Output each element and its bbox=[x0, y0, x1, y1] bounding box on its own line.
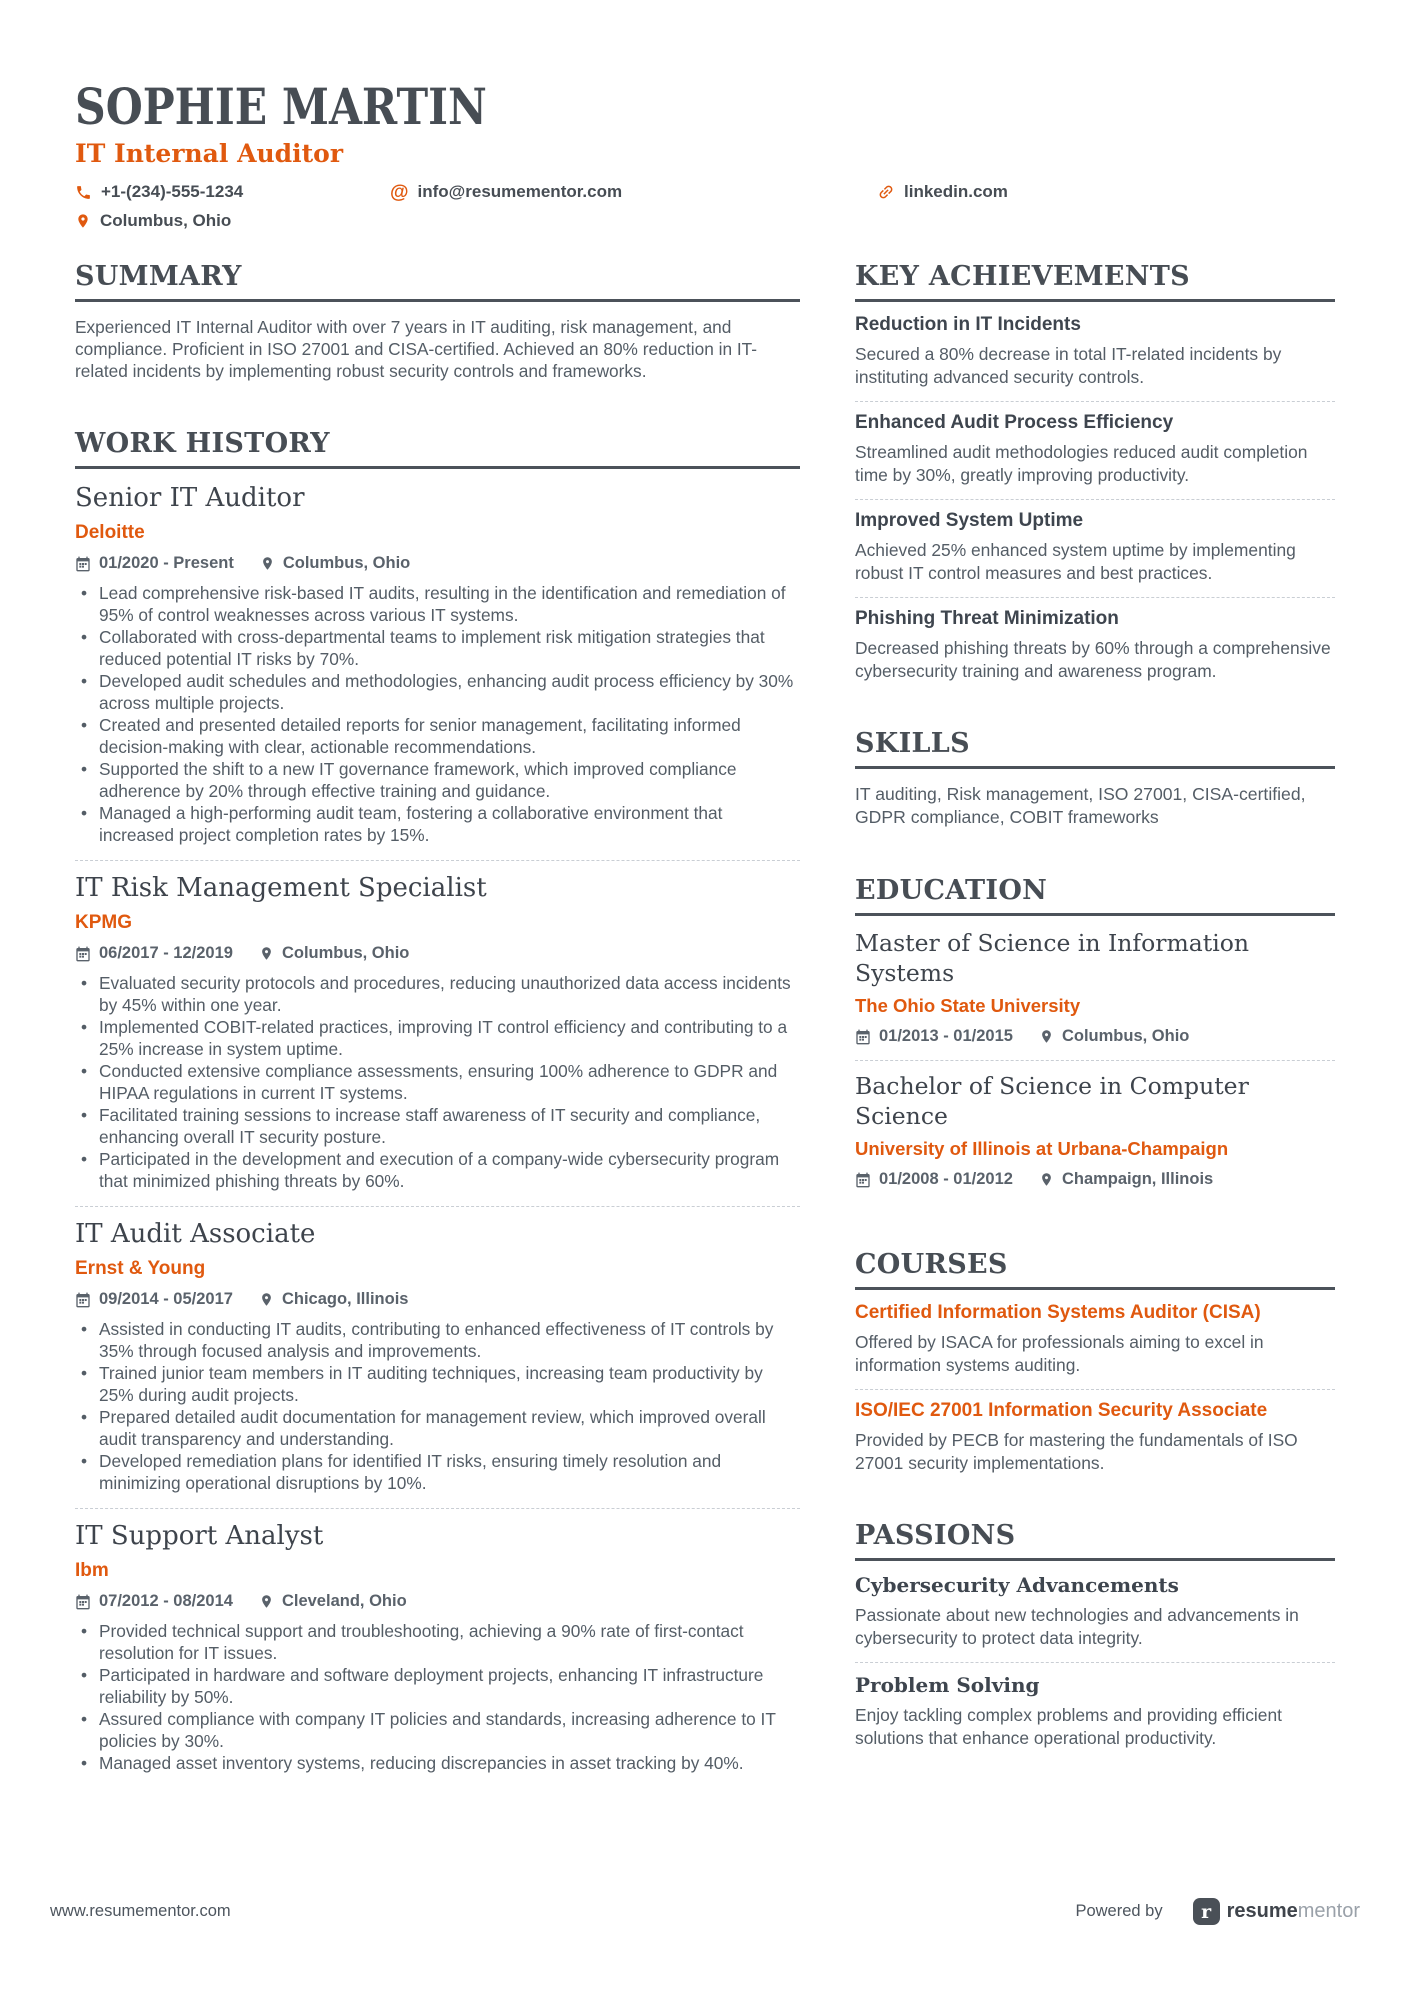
calendar-icon bbox=[75, 1292, 91, 1308]
person-name: SOPHIE MARTIN bbox=[75, 77, 487, 136]
job-location: Columbus, Ohio bbox=[260, 554, 410, 573]
calendar-icon bbox=[75, 556, 91, 572]
calendar-icon bbox=[75, 946, 91, 962]
job-bullet: • Supported the shift to a new IT governance framework, which improved compliance adherence by 20% through effective training and guidance. bbox=[75, 758, 800, 802]
key-achievements-heading: KEY ACHIEVEMENTS bbox=[855, 261, 1190, 292]
job-entry-title: Senior IT Auditor bbox=[75, 483, 305, 513]
job-bullet: • Lead comprehensive risk-based IT audits, resulting in the identification and remediation of 95% of control weaknesses across various IT systems. bbox=[75, 582, 800, 626]
passion-item bbox=[855, 1569, 1335, 1663]
job-dates: 06/2017 - 12/2019 bbox=[75, 944, 233, 963]
resume-header bbox=[75, 77, 1335, 231]
job-entry bbox=[75, 861, 800, 1207]
job-bullet: • Trained junior team members in IT auditing techniques, increasing team productivity by 25% during audit projects. bbox=[75, 1362, 800, 1406]
passions-section bbox=[855, 1520, 1335, 1749]
degree-title: Bachelor of Science in Computer Science bbox=[855, 1072, 1249, 1130]
phone-icon bbox=[75, 184, 92, 201]
course-title: Certified Information Systems Auditor (CISA) bbox=[855, 1302, 1261, 1323]
job-bullet: • Developed remediation plans for identified IT risks, ensuring timely resolution and minimizing operational disruptions by 10%. bbox=[75, 1450, 800, 1494]
job-bullet-list bbox=[75, 972, 800, 1192]
job-bullet: • Participated in the development and execution of a company-wide cybersecurity program that minimized phishing threats by 60%. bbox=[75, 1148, 800, 1192]
course-text: Provided by PECB for mastering the fundamentals of ISO 27001 security implementations. bbox=[855, 1430, 1298, 1473]
at-icon: @ bbox=[390, 181, 409, 203]
summary-text: Experienced IT Internal Auditor with over 7 years in IT auditing, risk management, and compliance. Proficient in ISO 27001 and CISA-certified. Achieved an 80% reduction in IT-related incidents by implementing robust security controls and frameworks. bbox=[75, 317, 758, 381]
page-footer bbox=[50, 1898, 1360, 1925]
job-location: Chicago, Illinois bbox=[259, 1290, 409, 1309]
key-achievements-section bbox=[855, 261, 1335, 682]
job-dates: 01/2020 - Present bbox=[75, 554, 234, 573]
section-rule bbox=[855, 913, 1335, 916]
powered-by-label: Powered by bbox=[1075, 1902, 1163, 1920]
achievement-item bbox=[855, 598, 1335, 682]
linkedin-url: linkedin.com bbox=[904, 182, 1008, 201]
achievement-item bbox=[855, 402, 1335, 500]
education-heading: EDUCATION bbox=[855, 875, 1048, 906]
education-dates: 01/2008 - 01/2012 bbox=[855, 1170, 1013, 1189]
work-history-heading: WORK HISTORY bbox=[75, 428, 330, 459]
education-location: Columbus, Ohio bbox=[1039, 1027, 1189, 1046]
job-bullet: • Assisted in conducting IT audits, contributing to enhanced effectiveness of IT controls by 35% through focused analysis and improvements. bbox=[75, 1318, 800, 1362]
location-text: Columbus, Ohio bbox=[100, 211, 232, 230]
job-bullet: • Prepared detailed audit documentation for management review, which improved overall audit transparency and understanding. bbox=[75, 1406, 800, 1450]
achievement-title: Phishing Threat Minimization bbox=[855, 608, 1119, 629]
job-bullet: • Evaluated security protocols and procedures, reducing unauthorized data access incidents by 45% within one year. bbox=[75, 972, 800, 1016]
skills-heading: SKILLS bbox=[855, 728, 970, 759]
location-pin-icon bbox=[259, 1292, 274, 1307]
job-title: IT Internal Auditor bbox=[75, 139, 344, 168]
linkedin-contact[interactable] bbox=[877, 182, 1008, 202]
email-contact[interactable] bbox=[390, 182, 877, 202]
right-column bbox=[855, 261, 1335, 1749]
work-history-section bbox=[75, 428, 800, 1788]
location-pin-icon bbox=[259, 1594, 274, 1609]
calendar-icon bbox=[855, 1172, 871, 1188]
section-rule bbox=[75, 299, 800, 302]
job-entry-title: IT Audit Associate bbox=[75, 1219, 316, 1249]
achievement-item bbox=[855, 500, 1335, 598]
education-section bbox=[855, 875, 1335, 1203]
calendar-icon bbox=[75, 1594, 91, 1610]
achievement-title: Improved System Uptime bbox=[855, 510, 1084, 531]
job-bullet: • Implemented COBIT-related practices, improving IT control efficiency and contributing to a 25% increase in system uptime. bbox=[75, 1016, 800, 1060]
passions-heading: PASSIONS bbox=[855, 1520, 1016, 1551]
achievement-text: Achieved 25% enhanced system uptime by implementing robust IT control measures and best practices. bbox=[855, 540, 1296, 583]
education-location: Champaign, Illinois bbox=[1039, 1170, 1213, 1189]
education-entry bbox=[855, 1061, 1335, 1203]
section-rule bbox=[855, 1287, 1335, 1290]
achievement-title: Reduction in IT Incidents bbox=[855, 314, 1081, 335]
resumementor-logo-icon: r bbox=[1193, 1898, 1220, 1925]
degree-title: Master of Science in Information Systems bbox=[855, 929, 1250, 987]
company-name: Ernst & Young bbox=[75, 1258, 206, 1279]
job-entry-title: IT Support Analyst bbox=[75, 1521, 324, 1551]
job-entry bbox=[75, 1509, 800, 1788]
job-entry bbox=[75, 479, 800, 861]
phone-contact[interactable] bbox=[75, 182, 390, 202]
education-entry bbox=[855, 924, 1335, 1061]
left-column bbox=[75, 261, 800, 1788]
location-pin-icon bbox=[1039, 1029, 1054, 1044]
section-rule bbox=[855, 766, 1335, 769]
summary-section bbox=[75, 261, 800, 382]
job-bullet: • Participated in hardware and software deployment projects, enhancing IT infrastructure reliability by 50%. bbox=[75, 1664, 800, 1708]
section-rule bbox=[855, 1558, 1335, 1561]
courses-section bbox=[855, 1249, 1335, 1474]
skills-section bbox=[855, 728, 1335, 829]
education-dates: 01/2013 - 01/2015 bbox=[855, 1027, 1013, 1046]
passion-title: Problem Solving bbox=[855, 1673, 1040, 1697]
location-contact bbox=[75, 211, 231, 231]
achievement-text: Secured a 80% decrease in total IT-related incidents by instituting advanced security controls. bbox=[855, 344, 1282, 387]
achievement-text: Decreased phishing threats by 60% through a comprehensive cybersecurity training and awareness program. bbox=[855, 638, 1331, 681]
school-name: University of Illinois at Urbana-Champaign bbox=[855, 1138, 1229, 1159]
contact-info bbox=[75, 182, 1335, 231]
course-item bbox=[855, 1390, 1335, 1474]
job-bullet-list bbox=[75, 582, 800, 846]
job-dates: 09/2014 - 05/2017 bbox=[75, 1290, 233, 1309]
location-pin-icon bbox=[75, 213, 91, 229]
website-link[interactable]: www.resumementor.com bbox=[50, 1902, 231, 1920]
job-bullet: • Collaborated with cross-departmental teams to implement risk mitigation strategies that reduced potential IT risks by 70%. bbox=[75, 626, 800, 670]
logo-text-light: mentor bbox=[1297, 1900, 1360, 1922]
job-entry bbox=[75, 1207, 800, 1509]
course-text: Offered by ISACA for professionals aiming to excel in information systems auditing. bbox=[855, 1332, 1264, 1375]
section-rule bbox=[75, 466, 800, 469]
summary-heading: SUMMARY bbox=[75, 261, 242, 292]
job-entry-title: IT Risk Management Specialist bbox=[75, 873, 487, 903]
phone-number: +1-(234)-555-1234 bbox=[101, 182, 244, 201]
job-bullet: • Provided technical support and troubleshooting, achieving a 90% rate of first-contact resolution for IT issues. bbox=[75, 1620, 800, 1664]
job-bullet-list bbox=[75, 1620, 800, 1774]
location-pin-icon bbox=[260, 556, 275, 571]
logo-text-bold: resume bbox=[1226, 1900, 1298, 1922]
skills-text: IT auditing, Risk management, ISO 27001, CISA-certified, GDPR compliance, COBIT frameworks bbox=[855, 784, 1306, 827]
calendar-icon bbox=[855, 1029, 871, 1045]
company-name: KPMG bbox=[75, 912, 132, 933]
job-bullet: • Conducted extensive compliance assessments, ensuring 100% adherence to GDPR and HIPAA regulations in current IT systems. bbox=[75, 1060, 800, 1104]
job-bullet: • Assured compliance with company IT policies and standards, increasing adherence to IT policies by 30%. bbox=[75, 1708, 800, 1752]
passion-title: Cybersecurity Advancements bbox=[855, 1573, 1179, 1597]
achievement-title: Enhanced Audit Process Efficiency bbox=[855, 412, 1174, 433]
link-icon bbox=[873, 179, 898, 204]
job-dates: 07/2012 - 08/2014 bbox=[75, 1592, 233, 1611]
section-rule bbox=[855, 299, 1335, 302]
job-bullet: • Managed asset inventory systems, reducing discrepancies in asset tracking by 40%. bbox=[75, 1752, 800, 1774]
company-name: Deloitte bbox=[75, 522, 145, 543]
email-address: info@resumementor.com bbox=[417, 182, 623, 201]
course-item bbox=[855, 1298, 1335, 1390]
school-name: The Ohio State University bbox=[855, 995, 1081, 1016]
courses-heading: COURSES bbox=[855, 1249, 1008, 1280]
job-bullet-list bbox=[75, 1318, 800, 1494]
company-name: Ibm bbox=[75, 1560, 109, 1581]
achievement-text: Streamlined audit methodologies reduced audit completion time by 30%, greatly improving productivity. bbox=[855, 442, 1308, 485]
location-pin-icon bbox=[259, 946, 274, 961]
resumementor-logo[interactable] bbox=[1193, 1898, 1360, 1925]
passion-text: Passionate about new technologies and advancements in cybersecurity to protect data integrity. bbox=[855, 1605, 1299, 1648]
job-bullet: • Managed a high-performing audit team, fostering a collaborative environment that increased project completion rates by 15%. bbox=[75, 802, 800, 846]
job-bullet: • Developed audit schedules and methodologies, enhancing audit process efficiency by 30% across multiple projects. bbox=[75, 670, 800, 714]
job-bullet: • Created and presented detailed reports for senior management, facilitating informed decision-making with clear, actionable recommendations. bbox=[75, 714, 800, 758]
achievement-item bbox=[855, 310, 1335, 402]
job-location: Cleveland, Ohio bbox=[259, 1592, 407, 1611]
job-bullet: • Facilitated training sessions to increase staff awareness of IT security and compliance, enhancing overall IT security posture. bbox=[75, 1104, 800, 1148]
job-location: Columbus, Ohio bbox=[259, 944, 409, 963]
course-title: ISO/IEC 27001 Information Security Associate bbox=[855, 1400, 1268, 1421]
passion-item bbox=[855, 1663, 1335, 1749]
passion-text: Enjoy tackling complex problems and providing efficient solutions that enhance operational productivity. bbox=[855, 1705, 1282, 1748]
location-pin-icon bbox=[1039, 1172, 1054, 1187]
